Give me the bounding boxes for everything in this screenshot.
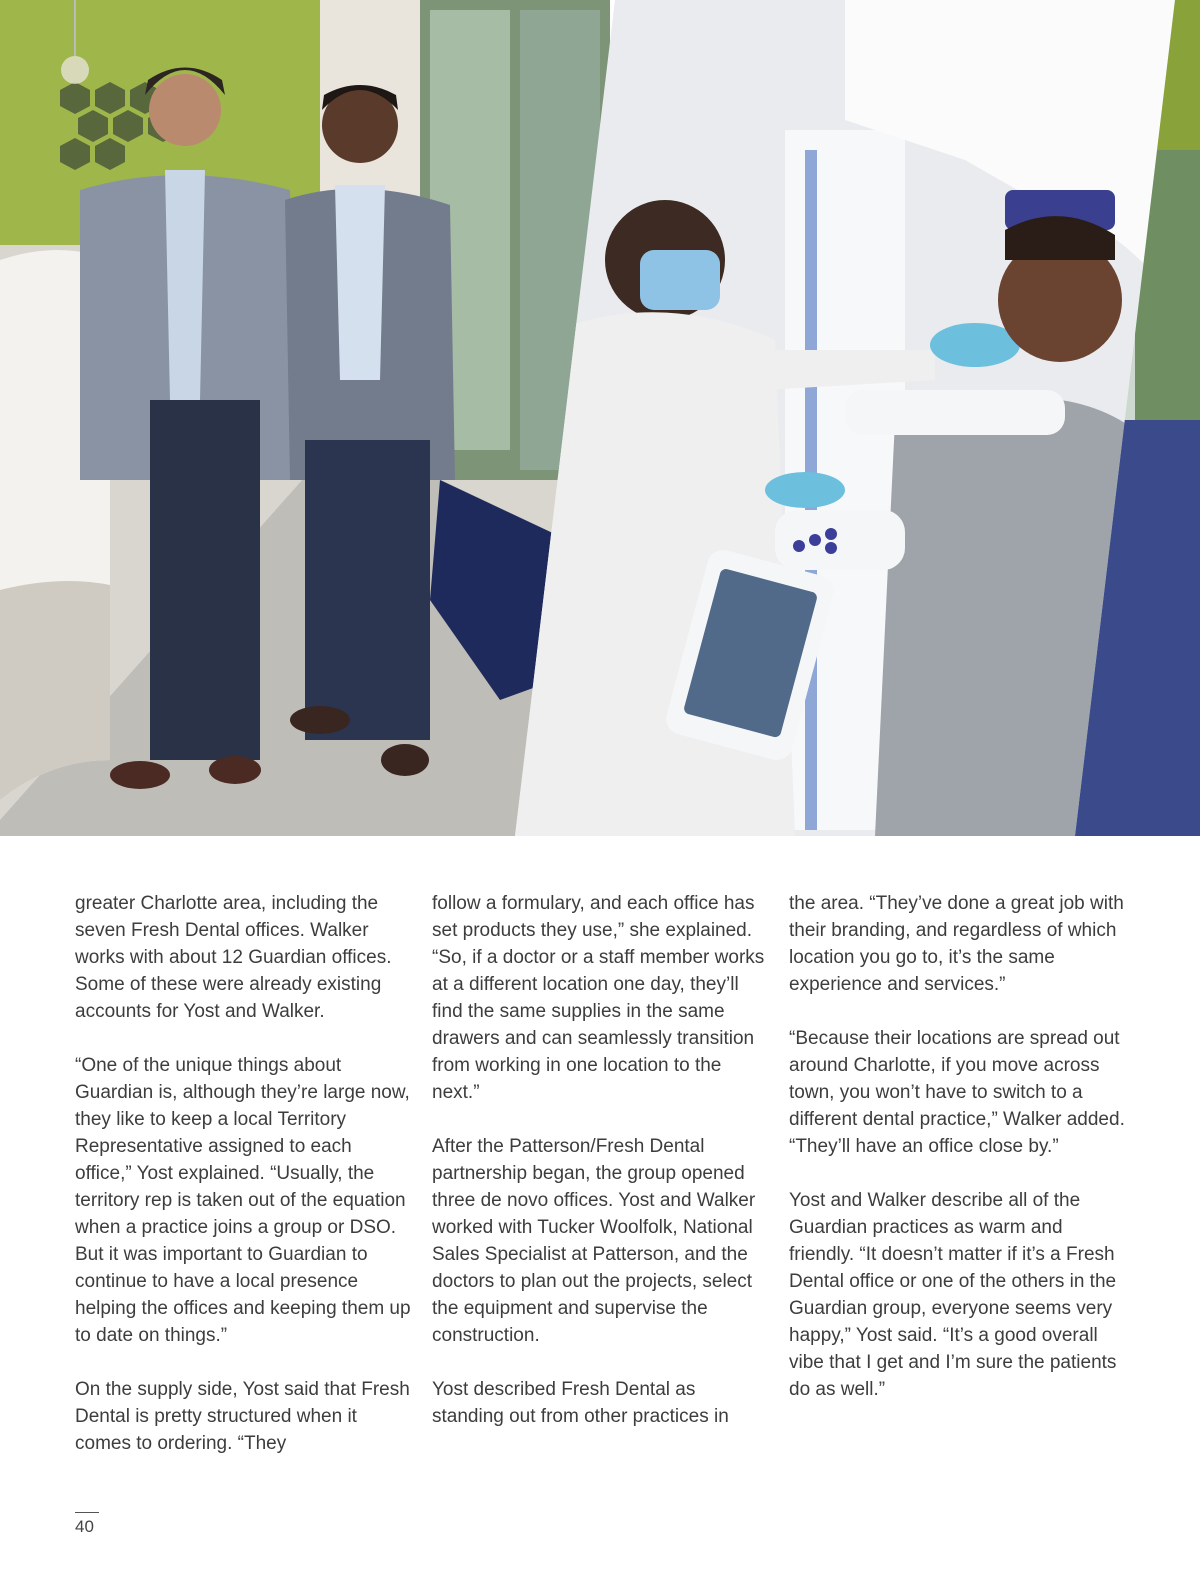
face-mask bbox=[640, 250, 720, 310]
paragraph: follow a formulary, and each office has set products they use,” she explained. “So, if a doctor or a staff member works at a different location one day, they’ll find the same supplies in the same drawers and can seamlessly transition from working in one location to the next.” bbox=[432, 893, 765, 1103]
article-column-1 bbox=[75, 890, 411, 1484]
page-number: 40 bbox=[75, 1517, 94, 1536]
article-column-3 bbox=[789, 890, 1125, 1484]
page-number-rule bbox=[75, 1512, 99, 1513]
photo-two-men-lobby bbox=[0, 0, 610, 836]
page-footer bbox=[75, 1512, 99, 1537]
paragraph: On the supply side, Yost said that Fresh Dental is pretty structured when it comes to ordering. “They bbox=[75, 1379, 410, 1454]
paragraph: greater Charlotte area, including the seven Fresh Dental offices. Walker works with about 12 Guardian offices. Some of these were already existing accounts for Yost and Walker. bbox=[75, 893, 392, 1022]
paragraph: After the Patterson/Fresh Dental partnership began, the group opened three de novo offices. Yost and Walker worked with Tucker Woolfolk, National Sales Specialist at Patterson, and the doctors to plan out the projects, select the equipment and supervise the construction. bbox=[432, 1136, 756, 1346]
article-column-2 bbox=[432, 890, 768, 1484]
xray-arm bbox=[845, 390, 1065, 435]
paragraph: Yost and Walker describe all of the Guardian practices as warm and friendly. “It doesn’t matter if it’s a Fresh Dental office or one of the others in the Guardian group, everyone seems very happy,” Yost said. “It’s a good overall vibe that I get and I’m sure the patients do as well.” bbox=[789, 1190, 1117, 1400]
article-body bbox=[75, 890, 1125, 1484]
paragraph: “Because their locations are spread out around Charlotte, if you move across town, you won’t have to switch to a different dental practice,” Walker added. “They’ll have an office close by.” bbox=[789, 1028, 1125, 1157]
paragraph: the area. “They’ve done a great job with their branding, and regardless of which location you go to, it’s the same experience and services.” bbox=[789, 893, 1124, 995]
paragraph: Yost described Fresh Dental as standing out from other practices in bbox=[432, 1379, 729, 1427]
paragraph: “One of the unique things about Guardian is, although they’re large now, they like to keep a local Territory Representative assigned to each office,” Yost explained. “Usually, the territory rep is taken out of the equation when a practice joins a group or DSO. But it was important to Guardian to continue to have a local presence helping the offices and keeping them up to date on things.” bbox=[75, 1055, 411, 1346]
xray-illustration bbox=[515, 0, 1175, 836]
photo-dental-xray bbox=[515, 0, 1175, 836]
lobby-illustration bbox=[0, 0, 610, 836]
